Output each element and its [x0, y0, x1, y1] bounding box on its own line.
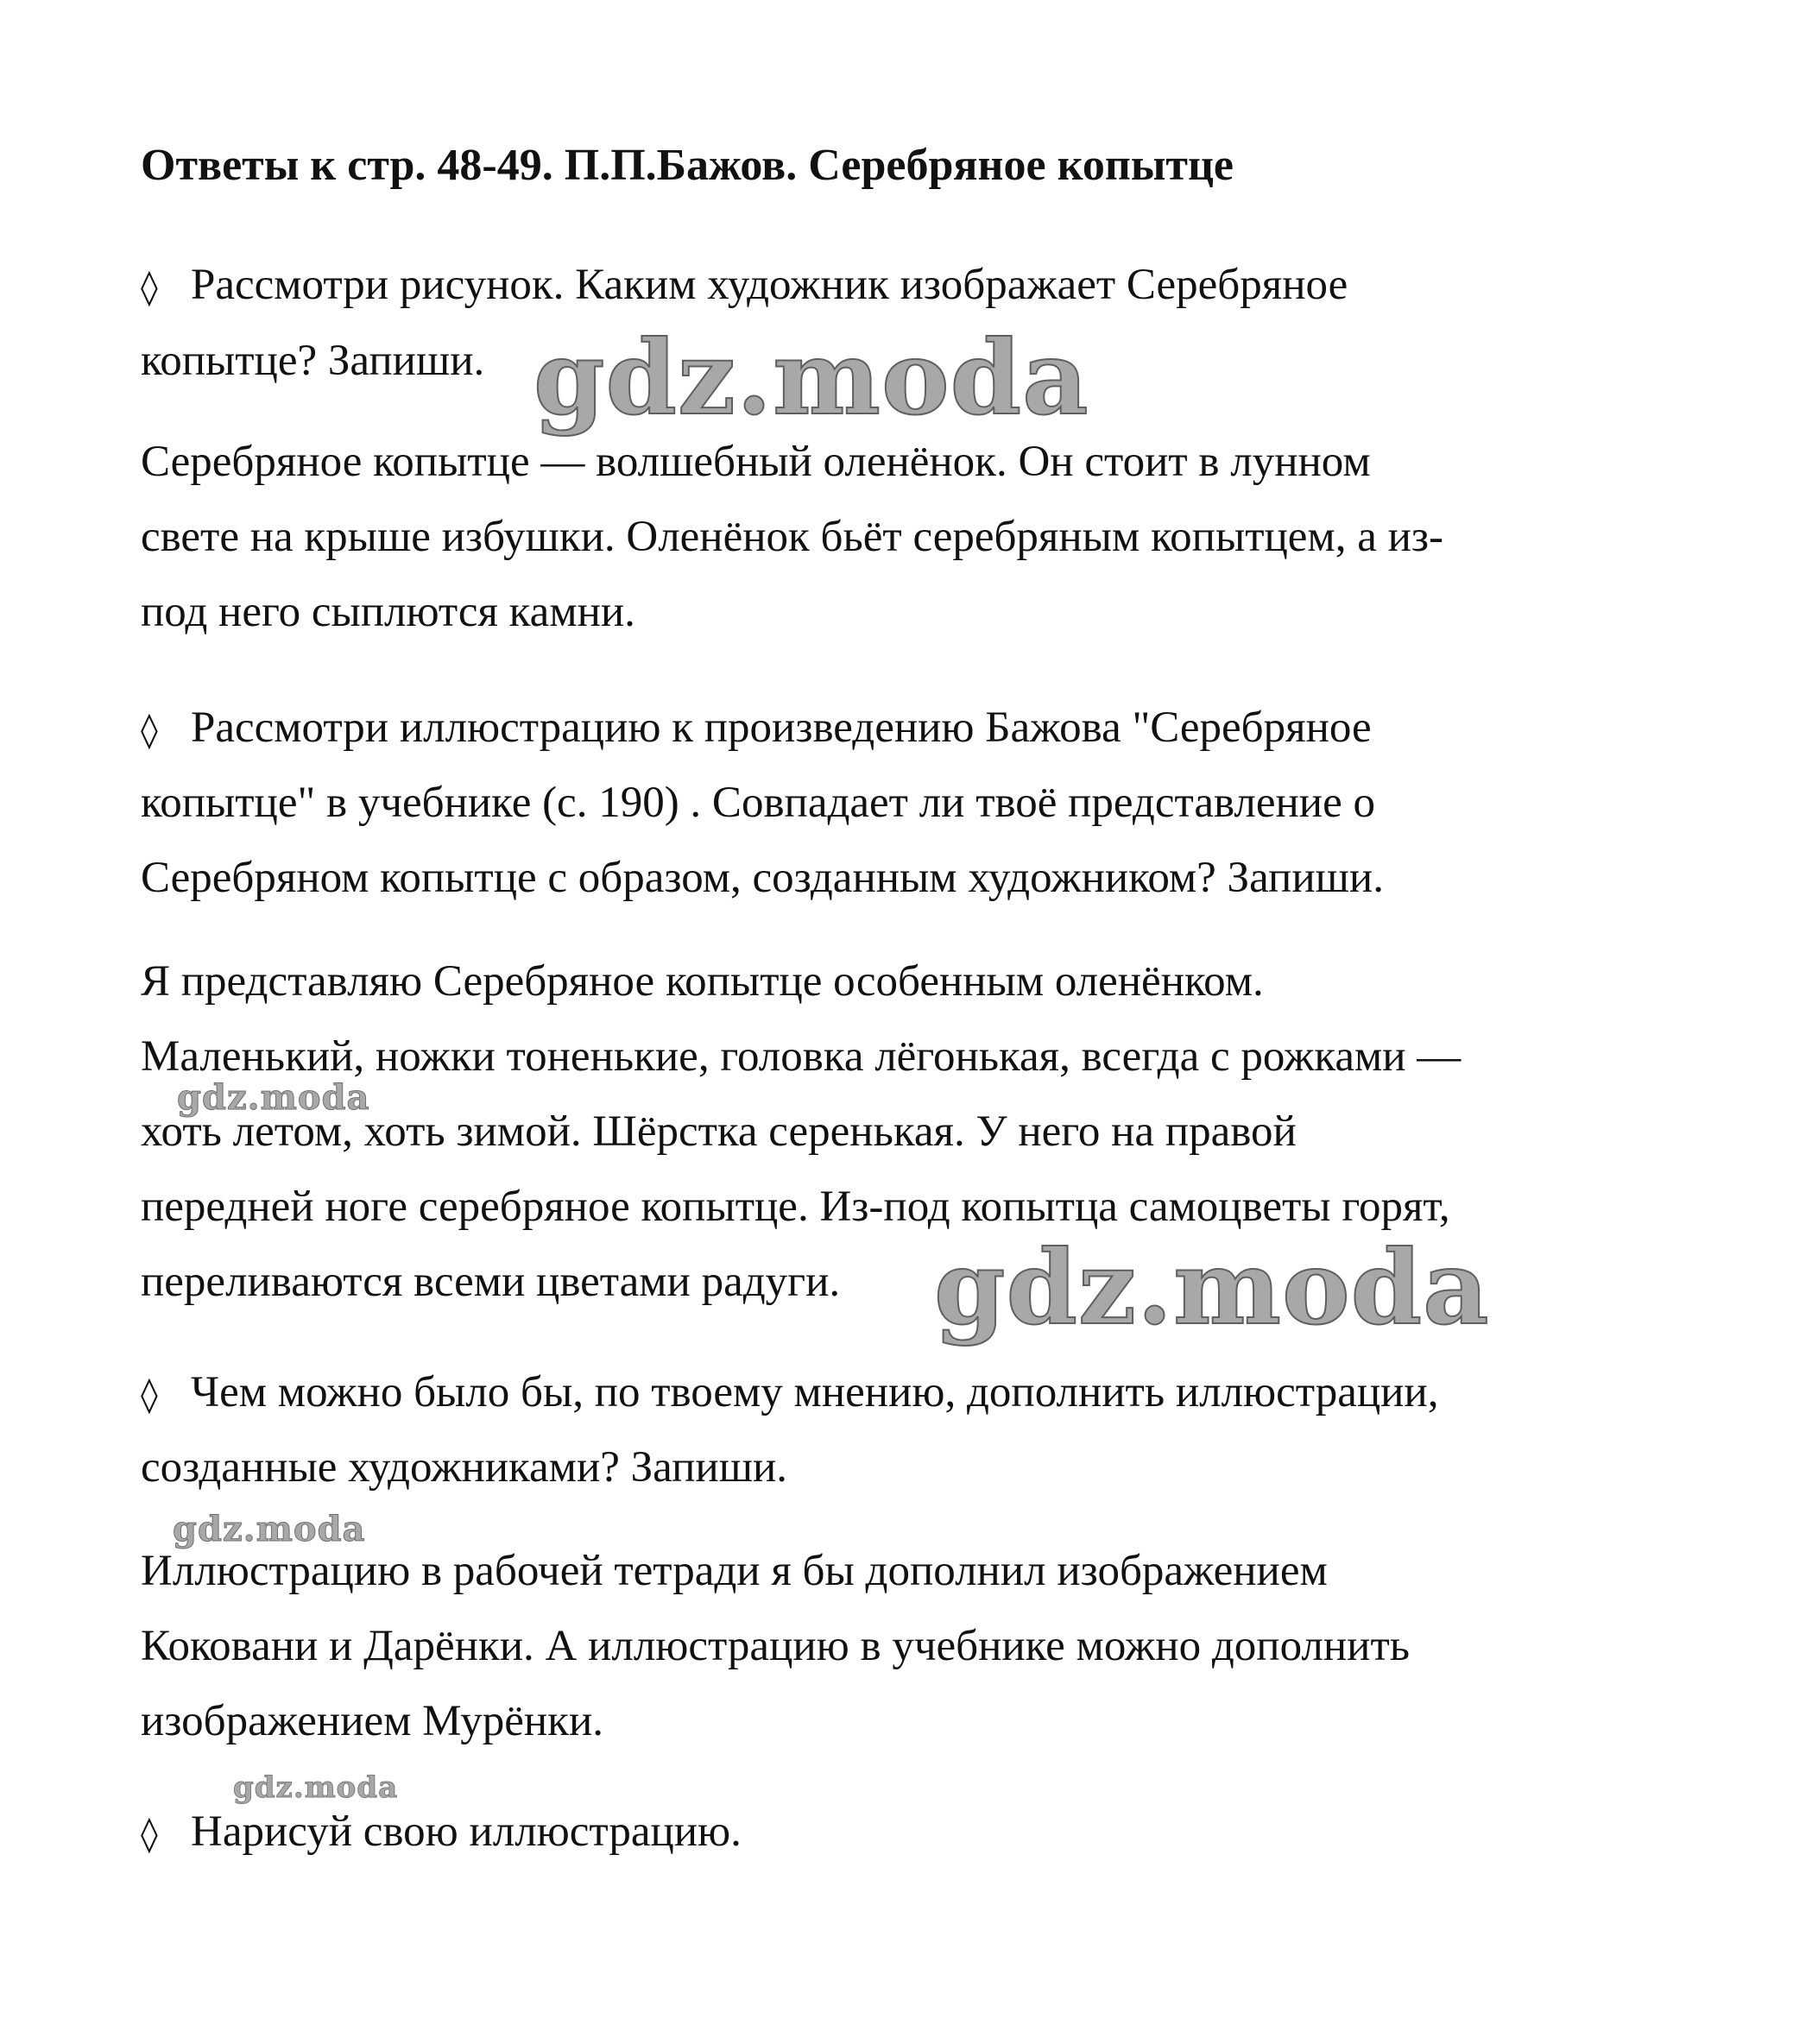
answer-2-line-2: Маленький, ножки тоненькие, головка лёгонькая, всегда с рожками — — [141, 1032, 1462, 1081]
answer-2-line-3: хоть летом, хоть зимой. Шёрстка серенькая. У него на правой — [141, 1107, 1297, 1156]
question-3-line-2: созданные художниками? Запиши. — [141, 1443, 788, 1492]
answer-3-line-3: изображением Мурёнки. — [141, 1697, 603, 1745]
answer-3-line-1: Иллюстрацию в рабочей тетради я бы дополнил изображением — [141, 1547, 1328, 1595]
question-3-text-1: Чем можно было бы, по твоему мнению, дополнить иллюстрации, — [191, 1368, 1439, 1416]
diamond-bullet-icon: ◊ — [141, 710, 158, 750]
answer-1-line-1: Серебряное копытце — волшебный оленёнок. Он стоит в лунном — [141, 438, 1371, 486]
question-1-text-1: Рассмотри рисунок. Каким художник изображает Серебряное — [191, 261, 1348, 309]
question-1-line-2: копытце? Запиши. — [141, 337, 485, 385]
diamond-bullet-icon: ◊ — [141, 1375, 158, 1415]
answer-1-line-2: свете на крыше избушки. Оленёнок бьёт серебряным копытцем, а из- — [141, 513, 1444, 561]
question-2-line-3: Серебряном копытце с образом, созданным художником? Запиши. — [141, 854, 1384, 902]
watermark-logo: gdz.moda — [173, 1509, 366, 1549]
watermark-logo: gdz.moda — [934, 1227, 1490, 1347]
watermark-logo: gdz.moda — [233, 1770, 399, 1805]
question-2-line-1 — [141, 693, 1372, 765]
question-4-line-1 — [141, 1797, 742, 1869]
answer-2-line-5: переливаются всеми цветами радуги. — [141, 1258, 841, 1306]
question-1-line-1 — [141, 250, 1348, 322]
question-2-text-1: Рассмотри иллюстрацию к произведению Бажова "Серебряное — [191, 703, 1372, 752]
page-title: Ответы к стр. 48-49. П.П.Бажов. Серебряное копытце — [141, 141, 1234, 190]
question-2-line-2: копытце" в учебнике (с. 190) . Совпадает ли твоё представление о — [141, 779, 1375, 827]
answer-2-line-1: Я представляю Серебряное копытце особенным оленёнком. — [141, 957, 1264, 1006]
diamond-bullet-icon: ◊ — [141, 268, 158, 307]
question-3-line-1 — [141, 1358, 1438, 1429]
answer-1-line-3: под него сыплются камни. — [141, 588, 635, 636]
watermark-logo: gdz.moda — [177, 1077, 370, 1118]
watermark-logo: gdz.moda — [533, 318, 1089, 438]
answer-3-line-2: Коковани и Дарёнки. А иллюстрацию в учебнике можно дополнить — [141, 1622, 1410, 1670]
question-4-text-1: Нарисуй свою иллюстрацию. — [191, 1807, 742, 1856]
diamond-bullet-icon: ◊ — [141, 1814, 158, 1854]
answer-2-line-4: передней ноге серебряное копытце. Из-под копытца самоцветы горят, — [141, 1183, 1450, 1231]
